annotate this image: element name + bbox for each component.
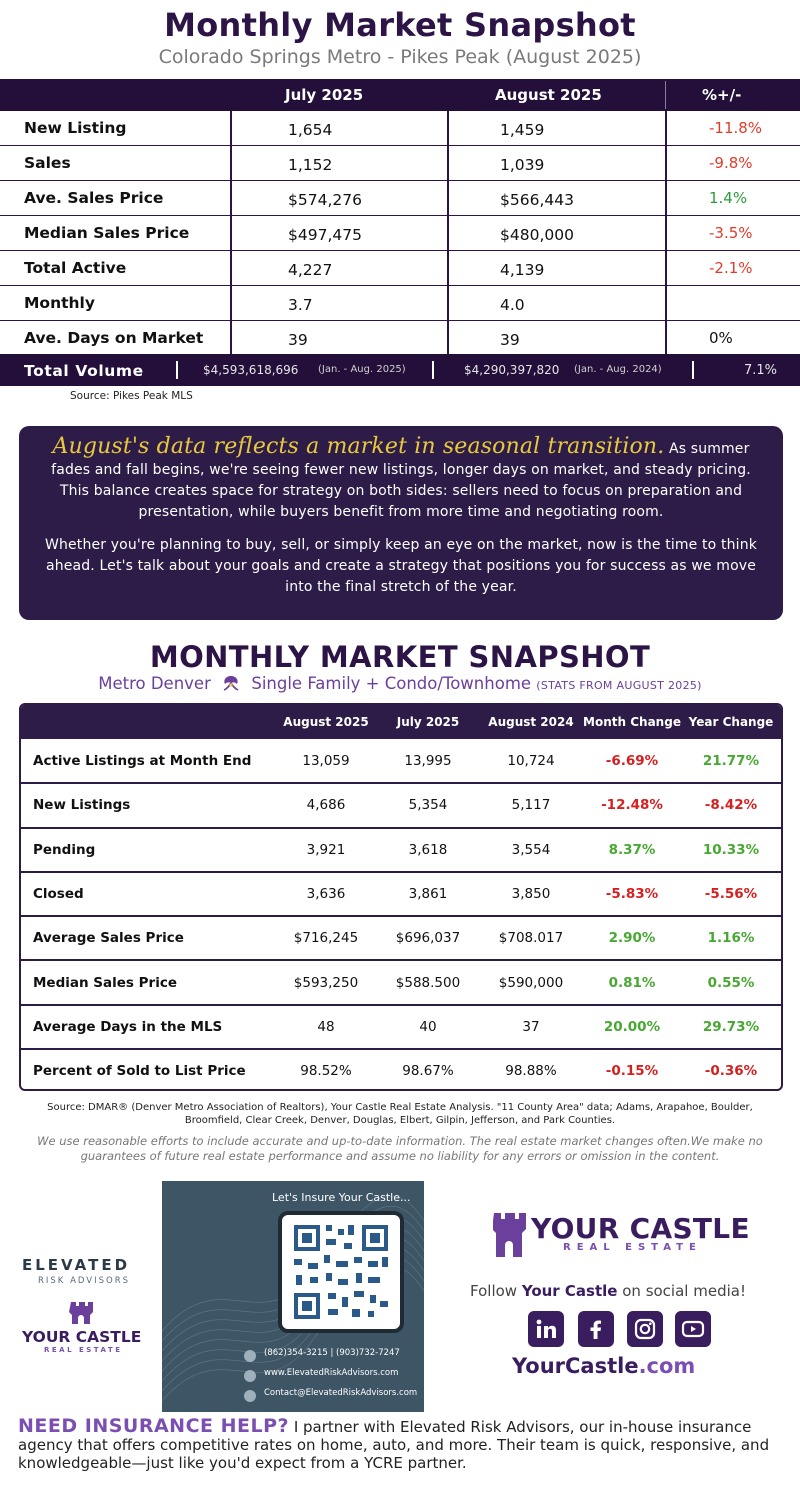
volume-label: Total Volume xyxy=(24,362,144,380)
cs-table-row xyxy=(0,286,800,321)
volume-sep xyxy=(692,361,694,379)
md-row-cell: -0.36% xyxy=(704,1063,758,1080)
md-subtitle-type: Single Family + Condo/Townhome xyxy=(251,674,532,693)
cs-row-label: Ave. Days on Market xyxy=(24,329,204,347)
md-row-cell: $590,000 xyxy=(498,974,564,991)
md-header-col: Year Change xyxy=(688,715,774,729)
qr-code[interactable] xyxy=(278,1211,404,1333)
md-row-cell: 21.77% xyxy=(702,753,760,769)
insurance-help-heading: NEED INSURANCE HELP? xyxy=(18,1415,290,1437)
md-table-row xyxy=(21,872,781,917)
md-row-cell: 3,618 xyxy=(408,841,448,858)
cs-row-august: 4.0 xyxy=(500,296,525,314)
commentary-text: As summer fades and fall begins, we're seeing fewer new listings, longer days on market, and steady pricing. This balance creates space for strategy on both sides: sellers need to focus on preparation and presentation, while buyers benefit from more time and negotiating room. xyxy=(51,441,751,520)
md-row-cell: -6.69% xyxy=(605,753,659,769)
commentary-lead: August's data reflects a market in seasonal transition. xyxy=(52,434,665,459)
md-subtitle-note: (STATS FROM AUGUST 2025) xyxy=(536,679,702,692)
md-row-cell: $588.500 xyxy=(395,974,461,991)
md-table-row xyxy=(21,1049,781,1091)
insurance-phone: (862)354-3215 | (903)732-7247 xyxy=(264,1348,400,1358)
cs-row-label: Sales xyxy=(24,154,71,172)
cs-header-pct: %+/- xyxy=(702,86,742,104)
mail-icon xyxy=(244,1390,256,1402)
cs-row-label: Total Active xyxy=(24,259,127,277)
phone-icon xyxy=(244,1350,256,1362)
globe-icon xyxy=(244,1370,256,1382)
cs-row-august: $480,000 xyxy=(500,226,574,244)
md-row-cell: $696,037 xyxy=(395,930,461,947)
md-row-cell: -0.15% xyxy=(605,1063,659,1080)
md-row-cell: 20.00% xyxy=(603,1018,661,1035)
cs-row-july: 1,152 xyxy=(288,156,333,174)
castle-icon xyxy=(69,1300,95,1326)
md-table-row xyxy=(21,739,781,784)
md-row-cell: 3,554 xyxy=(511,841,551,858)
cs-row-august: $566,443 xyxy=(500,191,574,209)
md-table-row xyxy=(21,1005,781,1050)
cs-table-row xyxy=(0,111,800,146)
cs-row-pct: -9.8% xyxy=(709,154,753,172)
md-row-cell: $708.017 xyxy=(498,930,564,947)
md-row-label: Average Sales Price xyxy=(33,930,184,947)
md-row-cell: -5.56% xyxy=(704,885,758,902)
md-row-cell: 98.52% xyxy=(300,1063,352,1080)
md-row-cell: 5,117 xyxy=(511,797,551,814)
volume-sep xyxy=(432,361,434,379)
md-row-label: Median Sales Price xyxy=(33,974,177,991)
cs-source: Source: Pikes Peak MLS xyxy=(70,390,193,402)
instagram-icon[interactable] xyxy=(627,1311,663,1347)
md-row-cell: 3,921 xyxy=(306,841,346,858)
md-row-cell: -5.83% xyxy=(605,885,659,902)
md-row-label: Percent of Sold to List Price xyxy=(33,1063,246,1080)
volume-pct: 7.1% xyxy=(744,363,778,378)
cs-row-august: 39 xyxy=(500,331,520,349)
md-row-cell: -8.42% xyxy=(704,797,758,814)
cs-table-row xyxy=(0,146,800,181)
cs-col-divider xyxy=(230,111,232,354)
md-table-row xyxy=(21,828,781,873)
linkedin-icon[interactable] xyxy=(528,1311,564,1347)
volume-2024: $4,290,397,820 xyxy=(464,363,560,377)
cs-table-row xyxy=(0,321,800,356)
cs-title: Monthly Market Snapshot xyxy=(164,6,636,44)
md-row-cell: 0.81% xyxy=(608,974,656,991)
cs-row-label: Median Sales Price xyxy=(24,224,190,242)
md-source: Source: DMAR® (Denver Metro Association of Realtors), Your Castle Real Estate Analysis. "11 County Area" data; Adams, Arapahoe, Boulder, Broomfield, Clear Creek, Denver, Douglas, Elbert, Gilpin, Jefferson, and Park Counties. xyxy=(47,1102,753,1126)
md-header-col: Month Change xyxy=(583,715,681,729)
cs-subtitle: Colorado Springs Metro - Pikes Peak (August 2025) xyxy=(158,46,642,68)
yc-small-logo-sub: REAL ESTATE xyxy=(44,1346,123,1354)
follow-text: Follow Your Castle on social media! xyxy=(470,1282,746,1300)
elevated-logo: ELEVATED xyxy=(22,1256,131,1274)
md-subtitle xyxy=(0,674,800,693)
cs-row-pct: -2.1% xyxy=(709,259,753,277)
cs-total-volume xyxy=(0,354,800,386)
cs-header-august: August 2025 xyxy=(495,86,602,104)
volume-2025-note: (Jan. - Aug. 2025) xyxy=(318,364,406,375)
cs-row-july: $497,475 xyxy=(288,226,362,244)
cs-col-divider xyxy=(665,111,667,354)
md-table-row xyxy=(21,961,781,1006)
facebook-icon[interactable] xyxy=(578,1311,614,1347)
cs-row-august: 1,039 xyxy=(500,156,545,174)
md-row-cell: 37 xyxy=(522,1018,540,1035)
cs-table-row xyxy=(0,181,800,216)
md-row-cell: 5,354 xyxy=(408,797,448,814)
volume-2024-note: (Jan. - Aug. 2024) xyxy=(574,364,662,375)
cs-col-divider xyxy=(447,111,449,354)
castle-logo-icon xyxy=(493,1212,527,1258)
md-header-col: August 2025 xyxy=(283,715,369,729)
insurance-email[interactable]: Contact@ElevatedRiskAdvisors.com xyxy=(264,1388,418,1398)
md-row-label: New Listings xyxy=(33,797,131,814)
md-row-cell: 3,636 xyxy=(306,885,346,902)
md-table-header xyxy=(21,705,781,739)
cs-row-label: Ave. Sales Price xyxy=(24,189,164,207)
cs-row-august: 4,139 xyxy=(500,261,545,279)
youtube-icon[interactable] xyxy=(675,1311,711,1347)
cs-row-july: 1,654 xyxy=(288,121,333,139)
md-row-cell: 3,850 xyxy=(511,885,551,902)
cs-row-pct: 0% xyxy=(709,329,733,347)
cs-row-label: New Listing xyxy=(24,119,127,137)
md-row-label: Closed xyxy=(33,885,84,902)
cs-table-row xyxy=(0,251,800,286)
md-row-label: Pending xyxy=(33,841,96,858)
insurance-web[interactable]: www.ElevatedRiskAdvisors.com xyxy=(264,1368,399,1378)
cs-row-august: 1,459 xyxy=(500,121,545,139)
insurance-help-text: I partner with Elevated Risk Advisors, our in-house insurance agency that offers competitive rates on home, auto, and more. Their team is quick, responsive, and knowledgeable—just like you'd expect from a YCRE partner. xyxy=(18,1418,770,1472)
cs-row-july: $574,276 xyxy=(288,191,362,209)
cs-row-pct: -3.5% xyxy=(709,224,753,242)
md-header-col: August 2024 xyxy=(488,715,574,729)
md-row-cell: 98.67% xyxy=(402,1063,454,1080)
cs-table-header xyxy=(0,79,800,111)
md-header-col: July 2025 xyxy=(396,715,460,729)
elevated-logo-sub: RISK ADVISORS xyxy=(38,1276,131,1286)
md-row-cell: 3,861 xyxy=(408,885,448,902)
md-row-cell: 10,724 xyxy=(507,753,555,769)
volume-2025: $4,593,618,696 xyxy=(203,363,299,377)
md-row-cell: 48 xyxy=(317,1018,335,1035)
cs-row-july: 39 xyxy=(288,331,308,349)
md-subtitle-region: Metro Denver xyxy=(98,674,211,693)
md-row-cell: $716,245 xyxy=(293,930,359,947)
md-row-cell: 2.90% xyxy=(608,930,656,947)
md-row-cell: 1.16% xyxy=(707,930,755,947)
cs-header-july: July 2025 xyxy=(285,86,364,104)
insurance-card xyxy=(162,1181,424,1412)
md-table-row xyxy=(21,916,781,961)
cs-row-july: 3.7 xyxy=(288,296,313,314)
md-title: MONTHLY MARKET SNAPSHOT xyxy=(149,640,651,674)
yc-logo: YOUR CASTLE xyxy=(531,1212,750,1245)
cs-table-row xyxy=(0,216,800,251)
cs-row-pct: 1.4% xyxy=(709,189,748,207)
columbine-flower-icon xyxy=(220,674,242,692)
md-row-cell: 4,686 xyxy=(306,797,346,814)
disclaimer: We use reasonable efforts to include accurate and up-to-date information. The real estate market changes often.We make no guarantees of future real estate performance and assume no liability for any errors or omission in the content. xyxy=(37,1134,763,1163)
md-row-cell: -12.48% xyxy=(601,797,663,814)
insurance-card-title: Let's Insure Your Castle... xyxy=(272,1191,411,1204)
md-row-cell: 29.73% xyxy=(702,1018,760,1035)
cs-row-july: 4,227 xyxy=(288,261,333,279)
commentary-panel xyxy=(19,426,783,620)
cs-row-pct: -11.8% xyxy=(709,119,763,137)
commentary-text-2: Whether you're planning to buy, sell, or simply keep an eye on the market, now is the time to think ahead. Let's talk about your goals and create a strategy that positions you for success as we move into the final stretch of the year. xyxy=(45,537,757,595)
cs-row-label: Monthly xyxy=(24,294,95,312)
md-row-cell: 13,059 xyxy=(302,753,350,769)
yc-small-logo: YOUR CASTLE xyxy=(22,1328,142,1346)
insurance-help-note xyxy=(18,1417,788,1472)
md-row-label: Average Days in the MLS xyxy=(33,1018,223,1035)
md-row-cell: 40 xyxy=(419,1018,437,1035)
website-link[interactable]: YourCastle.com xyxy=(512,1354,696,1378)
cs-header-divider xyxy=(665,81,666,109)
md-table xyxy=(19,703,783,1091)
volume-sep xyxy=(176,361,178,379)
md-row-cell: 10.33% xyxy=(702,841,760,858)
md-row-cell: 0.55% xyxy=(707,974,755,991)
md-row-cell: $593,250 xyxy=(293,974,359,991)
md-table-row xyxy=(21,783,781,828)
insurance-card-left xyxy=(0,1181,162,1412)
yc-logo-sub: REAL ESTATE xyxy=(563,1242,702,1253)
md-row-cell: 98.88% xyxy=(505,1063,557,1080)
md-row-label: Active Listings at Month End xyxy=(33,753,252,769)
md-row-cell: 8.37% xyxy=(608,841,656,858)
md-row-cell: 13,995 xyxy=(404,753,452,769)
